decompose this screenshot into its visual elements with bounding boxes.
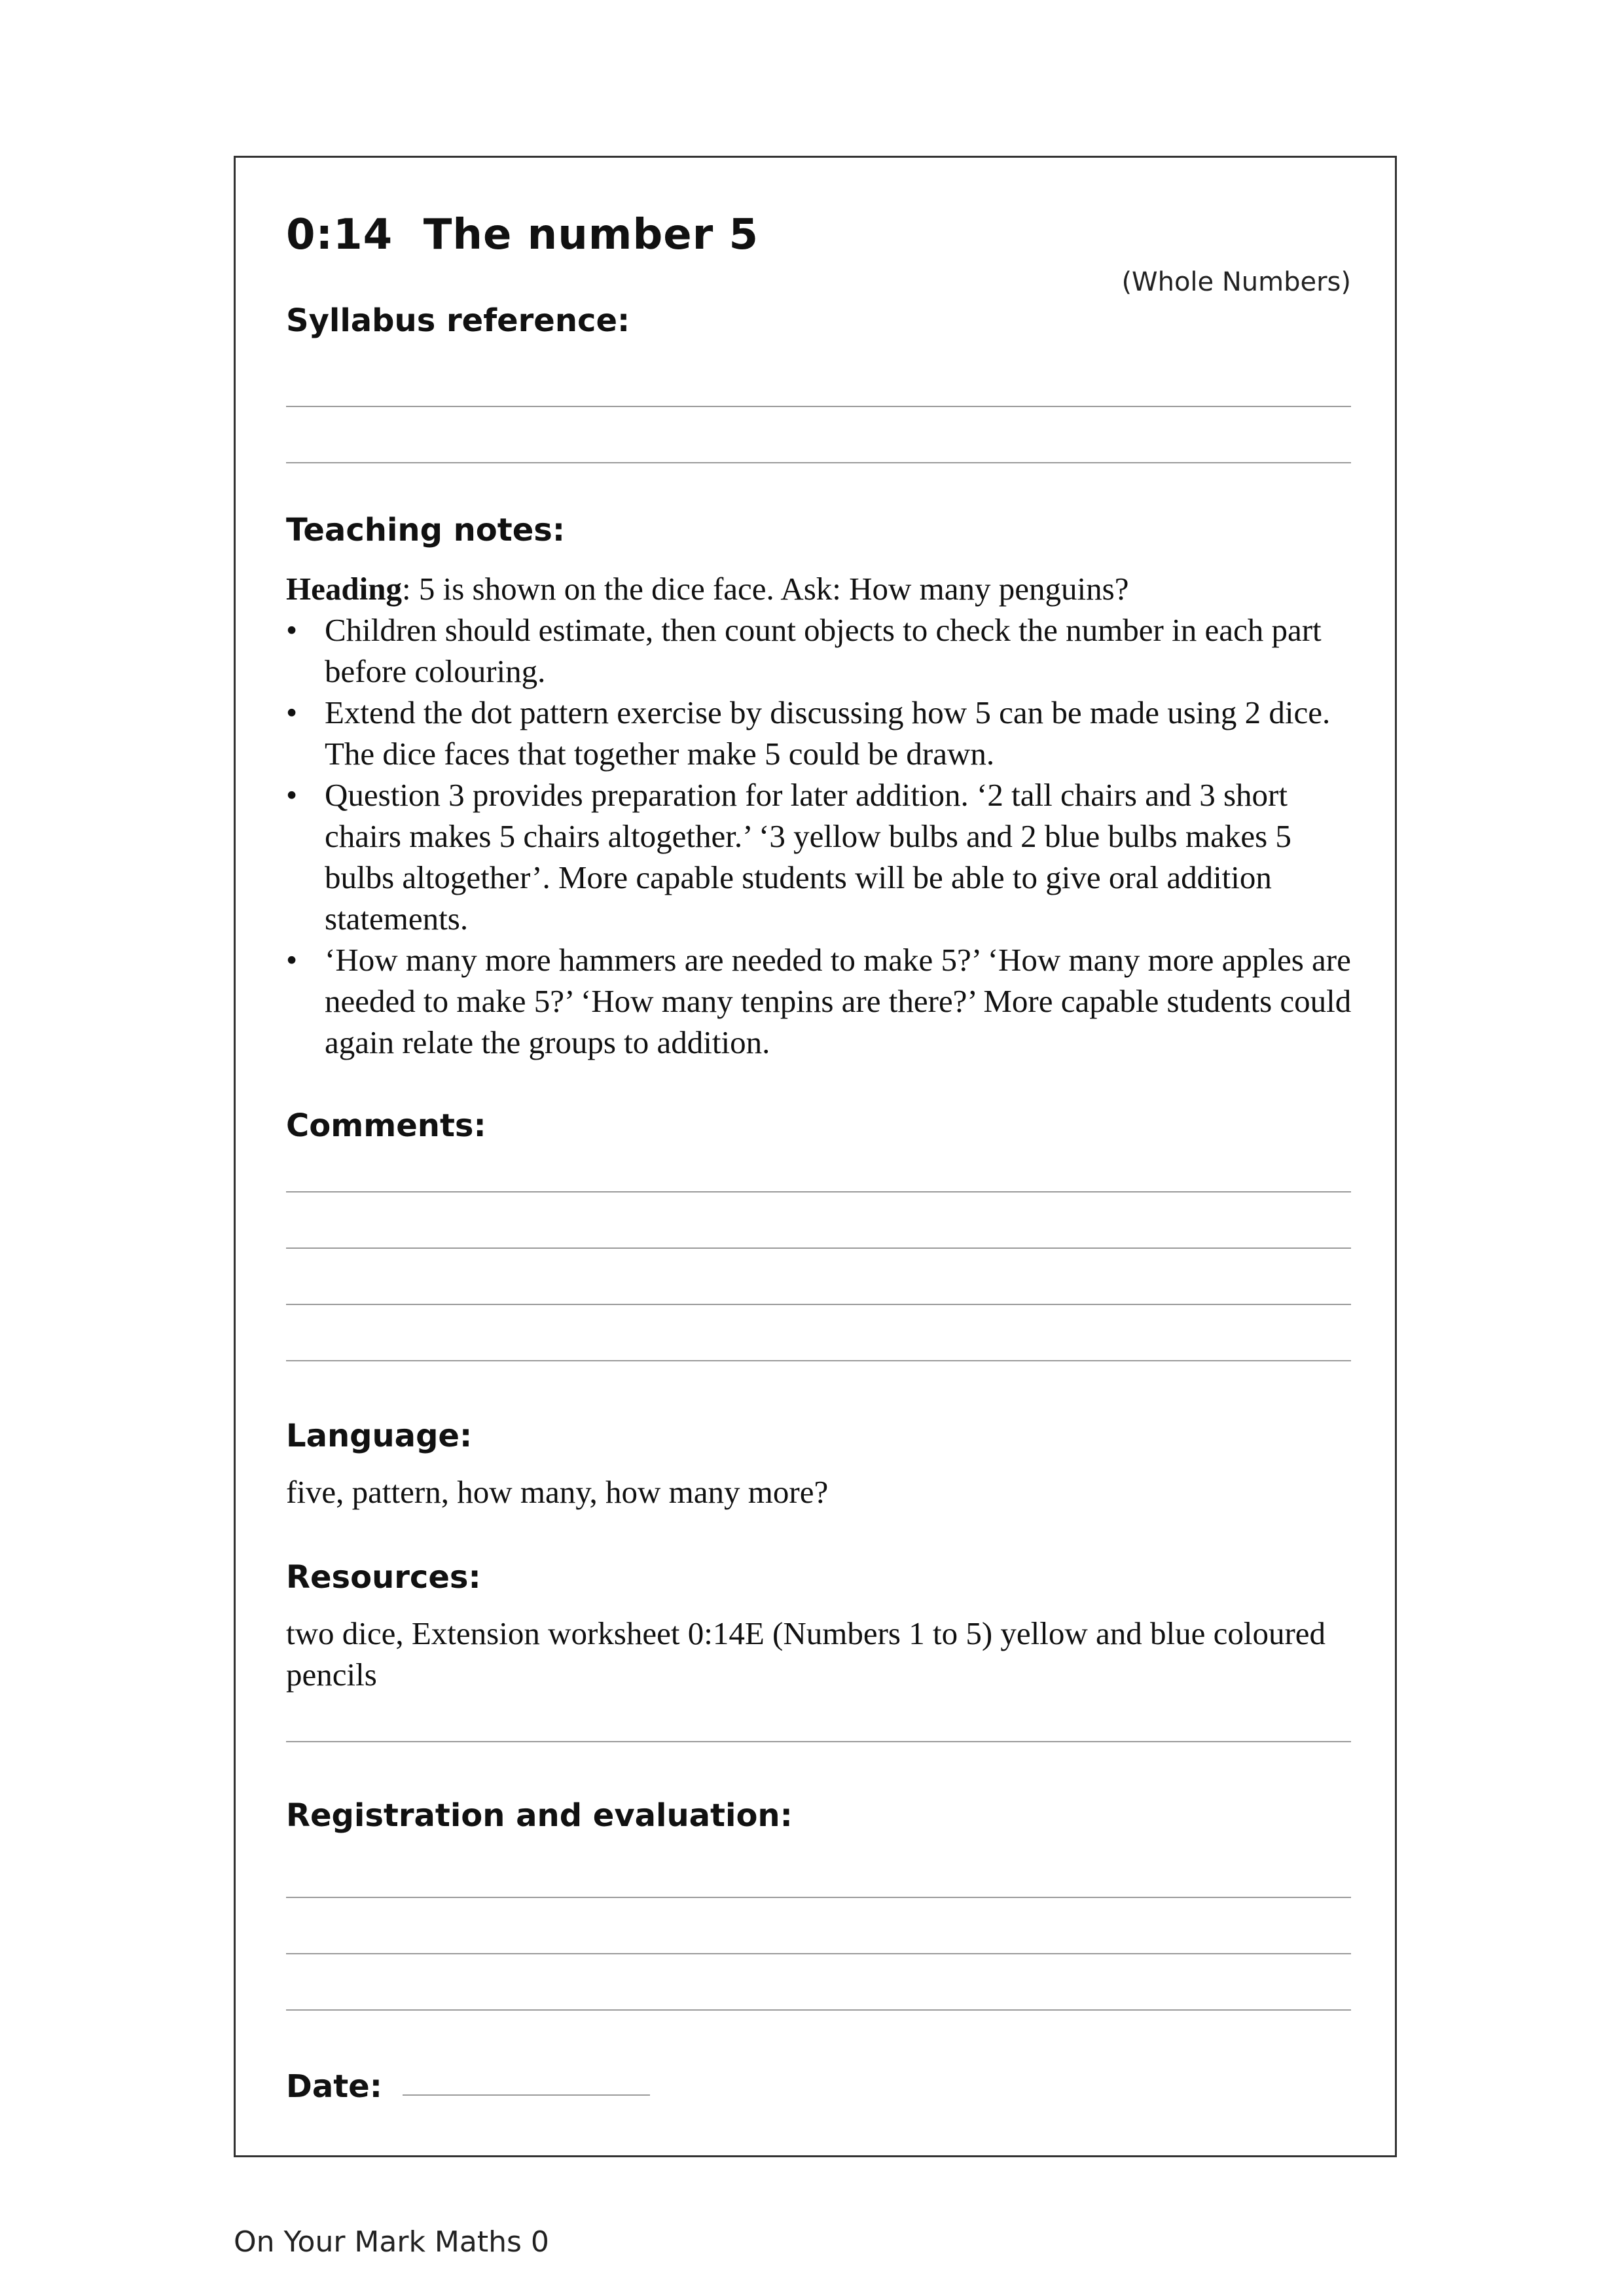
teaching-notes-list [286, 609, 1360, 1063]
registration-heading: Registration and evaluation: [286, 1797, 793, 1834]
bullet-icon: • [286, 942, 298, 978]
list-item-text: Children should estimate, then count objects to check the number in each part before colouring. [325, 612, 1322, 689]
intro-text: : 5 is shown on the dice face. Ask: How many penguins? [401, 571, 1129, 607]
registration-line-1[interactable] [286, 1897, 1351, 1898]
resources-line[interactable] [286, 1741, 1351, 1742]
date-label: Date: [286, 2068, 382, 2105]
list-item-text: Question 3 provides preparation for later addition. ‘2 tall chairs and 3 short chairs makes 5 chairs altogether.’ ‘3 yellow bulbs and 2 blue bulbs makes 5 bulbs altogether’. More capable students will be able to give oral addition statements. [325, 777, 1291, 937]
language-text: five, pattern, how many, how many more? [286, 1474, 829, 1510]
date-field[interactable] [403, 2094, 650, 2096]
comments-line-1[interactable] [286, 1191, 1351, 1193]
syllabus-heading: Syllabus reference: [286, 302, 630, 339]
syllabus-line-1[interactable] [286, 406, 1351, 407]
list-item [286, 692, 1360, 774]
list-item [286, 774, 1360, 939]
footer-text: On Your Mark Maths 0 [234, 2225, 549, 2259]
registration-line-2[interactable] [286, 1953, 1351, 1954]
list-item-text: Extend the dot pattern exercise by discussing how 5 can be made using 2 dice. The dice faces that together make 5 could be drawn. [325, 694, 1331, 772]
language-heading: Language: [286, 1418, 473, 1454]
list-item [286, 939, 1360, 1063]
intro-label: Heading [286, 571, 402, 607]
list-item-text: ‘How many more hammers are needed to make 5?’ ‘How many more apples are needed to make 5?’ ‘How many tenpins are there?’ More capable students could again relate the groups to addition. [325, 942, 1352, 1060]
registration-line-3[interactable] [286, 2009, 1351, 2011]
comments-line-3[interactable] [286, 1304, 1351, 1305]
comments-line-4[interactable] [286, 1360, 1351, 1361]
bullet-icon: • [286, 777, 298, 813]
bullet-icon: • [286, 694, 298, 730]
bullet-icon: • [286, 612, 298, 648]
list-item [286, 609, 1360, 692]
comments-heading: Comments: [286, 1107, 486, 1144]
resources-text: two dice, Extension worksheet 0:14E (Numbers 1 to 5) yellow and blue coloured pencils [286, 1615, 1326, 1693]
teaching-notes-heading: Teaching notes: [286, 512, 566, 548]
syllabus-line-2[interactable] [286, 462, 1351, 463]
strand-label: (Whole Numbers) [1121, 267, 1351, 297]
teaching-notes-intro [286, 568, 1360, 609]
resources-heading: Resources: [286, 1559, 481, 1596]
teaching-notes-body [286, 568, 1360, 1063]
page-title: 0:14 The number 5 [286, 211, 759, 259]
page-frame [234, 156, 1397, 2157]
comments-line-2[interactable] [286, 1247, 1351, 1249]
